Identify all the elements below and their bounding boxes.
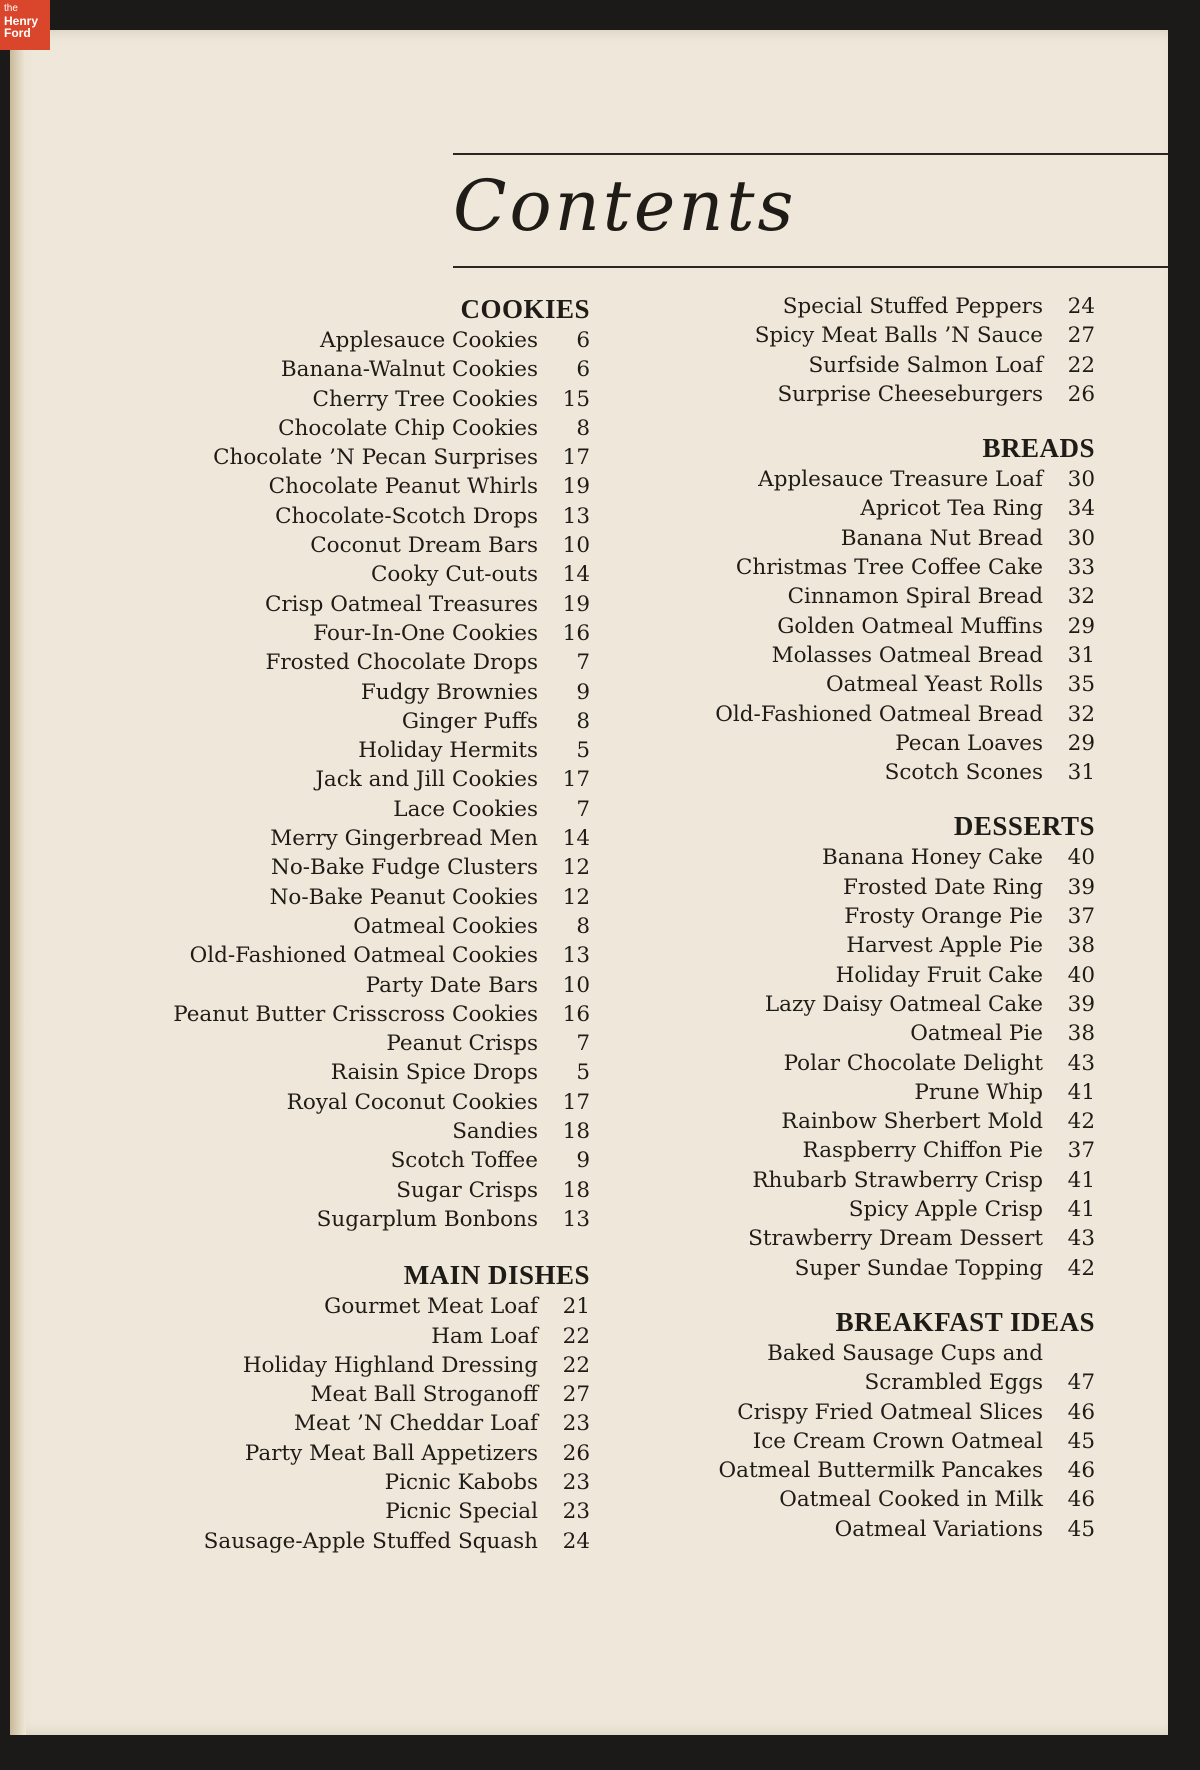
recipe-name: Chocolate-Scotch Drops	[275, 503, 538, 529]
logo-text-the: the	[4, 3, 18, 14]
page-number: 31	[1067, 642, 1095, 668]
recipe-name: Frosty Orange Pie	[844, 904, 1043, 930]
page-number: 45	[1067, 1516, 1095, 1542]
page-number: 29	[1067, 613, 1095, 639]
page-number: 31	[1067, 760, 1095, 786]
contents-entry	[130, 853, 590, 882]
contents-entry	[690, 465, 1095, 494]
contents-entry	[130, 648, 590, 677]
contents-entry	[690, 670, 1095, 699]
page-number: 14	[562, 826, 590, 852]
contents-entry	[130, 1292, 590, 1321]
contents-entry	[690, 961, 1095, 990]
contents-entry	[130, 1527, 590, 1556]
page-number: 19	[562, 474, 590, 500]
page-number: 34	[1067, 496, 1095, 522]
recipe-name: Spicy Apple Crisp	[848, 1197, 1043, 1223]
page-number: 5	[576, 738, 590, 764]
recipe-name: Ginger Puffs	[401, 708, 538, 734]
page-number: 12	[562, 884, 590, 910]
contents-entry	[690, 582, 1095, 611]
page-number: 13	[562, 943, 590, 969]
contents-entry	[690, 524, 1095, 553]
recipe-name: Chocolate Chip Cookies	[278, 415, 538, 441]
contents-entry	[690, 612, 1095, 641]
page-number: 6	[576, 328, 590, 353]
recipe-name: Holiday Fruit Cake	[835, 962, 1043, 988]
recipe-name: Golden Oatmeal Muffins	[777, 613, 1043, 639]
section-heading: BREADS	[982, 433, 1095, 464]
recipe-name: Meat ’N Cheddar Loaf	[294, 1411, 538, 1437]
recipe-name: Super Sundae Topping	[794, 1255, 1043, 1281]
page-number: 5	[576, 1060, 590, 1086]
recipe-name: Rhubarb Strawberry Crisp	[752, 1167, 1043, 1193]
section-spacer	[690, 1283, 1095, 1305]
contents-entry	[130, 414, 590, 443]
recipe-name: Rainbow Sherbert Mold	[781, 1109, 1043, 1135]
page-number: 39	[1067, 874, 1095, 900]
contents-entry	[130, 1468, 590, 1497]
recipe-name: Picnic Special	[385, 1499, 538, 1525]
page-number: 15	[562, 386, 590, 412]
page-number: 12	[562, 855, 590, 881]
page-number: 10	[562, 533, 590, 559]
page-title: Contents	[453, 165, 797, 247]
recipe-name: Peanut Crisps	[386, 1031, 538, 1057]
section-heading: MAIN DISHES	[403, 1260, 590, 1291]
contents-entry	[690, 758, 1095, 787]
recipe-name: Applesauce Treasure Loaf	[758, 467, 1043, 493]
page-number: 8	[576, 913, 590, 939]
recipe-name: Spicy Meat Balls ’N Sauce	[754, 323, 1043, 349]
contents-entry	[130, 1058, 590, 1087]
recipe-name: Four-In-One Cookies	[313, 620, 538, 646]
page-number: 45	[1067, 1428, 1095, 1454]
recipe-name: Jack and Jill Cookies	[315, 767, 538, 793]
page-number: 23	[562, 1499, 590, 1525]
contents-entry	[130, 326, 590, 355]
contents-entry	[690, 990, 1095, 1019]
recipe-name: Sandies	[452, 1119, 538, 1145]
page-number: 8	[576, 415, 590, 441]
contents-entry	[690, 494, 1095, 523]
page-spine-shadow	[10, 30, 26, 1735]
recipe-name: Peanut Butter Crisscross Cookies	[173, 1001, 538, 1027]
page-number: 7	[576, 796, 590, 822]
contents-entry	[690, 1195, 1095, 1224]
recipe-name: Scotch Scones	[884, 760, 1043, 786]
recipe-name: Polar Chocolate Delight	[783, 1050, 1043, 1076]
page-number: 24	[1067, 294, 1095, 319]
recipe-name: Christmas Tree Coffee Cake	[735, 555, 1043, 581]
page-number: 18	[562, 1177, 590, 1203]
recipe-name: Applesauce Cookies	[320, 328, 538, 353]
recipe-name: Holiday Hermits	[358, 738, 538, 764]
title-rule-bottom	[453, 266, 1168, 268]
logo-text-ford: Ford	[4, 26, 31, 40]
contents-entry	[130, 1380, 590, 1409]
recipe-name: Ham Loaf	[431, 1323, 538, 1349]
page-number: 17	[562, 1089, 590, 1115]
page-number: 10	[562, 972, 590, 998]
contents-entry	[130, 1205, 590, 1234]
recipe-name: Banana Nut Bread	[840, 525, 1043, 551]
contents-entry	[690, 1485, 1095, 1514]
page-number: 40	[1067, 845, 1095, 871]
page-number: 43	[1067, 1050, 1095, 1076]
page-number: 21	[562, 1294, 590, 1320]
recipe-name: Raisin Spice Drops	[330, 1060, 538, 1086]
recipe-name: Cooky Cut-outs	[370, 562, 538, 588]
contents-entry	[130, 502, 590, 531]
page-number: 27	[1067, 323, 1095, 349]
page-number: 30	[1067, 467, 1095, 493]
contents-entry	[130, 619, 590, 648]
recipe-name: No-Bake Peanut Cookies	[269, 884, 538, 910]
recipe-name: Scrambled Eggs	[864, 1370, 1043, 1396]
henry-ford-watermark-logo	[0, 0, 50, 50]
contents-entry	[130, 355, 590, 384]
page-number: 6	[576, 357, 590, 383]
page-number: 24	[562, 1528, 590, 1554]
page-number: 18	[562, 1119, 590, 1145]
page-number: 27	[562, 1382, 590, 1408]
contents-entry	[130, 795, 590, 824]
page-number: 16	[562, 1001, 590, 1027]
recipe-name: Molasses Oatmeal Bread	[771, 642, 1043, 668]
contents-entry	[690, 1427, 1095, 1456]
recipe-name: Crisp Oatmeal Treasures	[264, 591, 538, 617]
contents-entry	[130, 1176, 590, 1205]
page-number: 9	[576, 1148, 590, 1174]
title-rule-top	[453, 153, 1168, 155]
recipe-name: Merry Gingerbread Men	[270, 826, 538, 852]
page-number: 40	[1067, 962, 1095, 988]
page-number: 13	[562, 503, 590, 529]
page-number: 26	[1067, 381, 1095, 407]
page-number: 19	[562, 591, 590, 617]
contents-entry	[690, 1398, 1095, 1427]
contents-entry	[690, 351, 1095, 380]
contents-entry	[690, 380, 1095, 409]
contents-entry	[130, 385, 590, 414]
recipe-name: Royal Coconut Cookies	[286, 1089, 538, 1115]
page-number: 46	[1067, 1487, 1095, 1513]
recipe-name: Picnic Kabobs	[384, 1469, 538, 1495]
contents-entry	[130, 1497, 590, 1526]
recipe-name: Baked Sausage Cups and	[767, 1340, 1043, 1366]
contents-entry	[690, 1019, 1095, 1048]
contents-entry	[130, 443, 590, 472]
contents-entry	[130, 1029, 590, 1058]
recipe-name: Oatmeal Variations	[834, 1516, 1043, 1542]
contents-column-left	[130, 292, 590, 1556]
contents-entry	[130, 472, 590, 501]
page-number: 16	[562, 620, 590, 646]
contents-entry	[690, 700, 1095, 729]
recipe-name: Sugarplum Bonbons	[316, 1206, 538, 1232]
page-number: 26	[562, 1440, 590, 1466]
contents-entry	[130, 941, 590, 970]
contents-entry	[690, 931, 1095, 960]
recipe-name: Oatmeal Yeast Rolls	[825, 672, 1043, 698]
recipe-name: Ice Cream Crown Oatmeal	[752, 1428, 1043, 1454]
contents-entry	[130, 1088, 590, 1117]
recipe-name: Oatmeal Cooked in Milk	[779, 1487, 1043, 1513]
contents-entry	[690, 902, 1095, 931]
contents-entry	[130, 531, 590, 560]
page-number: 41	[1067, 1167, 1095, 1193]
contents-entry	[130, 1117, 590, 1146]
recipe-name: Surprise Cheeseburgers	[777, 381, 1043, 407]
contents-entry	[690, 873, 1095, 902]
recipe-name: Lace Cookies	[393, 796, 538, 822]
recipe-name: Apricot Tea Ring	[860, 496, 1043, 522]
page-number: 32	[1067, 701, 1095, 727]
recipe-name: Sugar Crisps	[396, 1177, 538, 1203]
contents-entry	[690, 843, 1095, 872]
contents-entry	[690, 1166, 1095, 1195]
page-number: 39	[1067, 991, 1095, 1017]
page-number: 32	[1067, 584, 1095, 610]
contents-entry	[130, 971, 590, 1000]
page-number: 7	[576, 1031, 590, 1057]
contents-entry	[690, 1078, 1095, 1107]
recipe-name: Banana-Walnut Cookies	[280, 357, 538, 383]
contents-entry	[690, 1456, 1095, 1485]
recipe-name: Old-Fashioned Oatmeal Cookies	[189, 943, 538, 969]
page-number: 14	[562, 562, 590, 588]
page-number: 13	[562, 1206, 590, 1232]
contents-entry	[130, 1000, 590, 1029]
recipe-name: Oatmeal Cookies	[353, 913, 538, 939]
page-number: 23	[562, 1411, 590, 1437]
recipe-name: Meat Ball Stroganoff	[310, 1382, 538, 1408]
contents-entry	[130, 590, 590, 619]
recipe-name: Frosted Chocolate Drops	[265, 650, 538, 676]
recipe-name: Frosted Date Ring	[842, 874, 1043, 900]
recipe-name: Lazy Daisy Oatmeal Cake	[764, 991, 1043, 1017]
section-heading: DESSERTS	[953, 811, 1095, 842]
page-number: 41	[1067, 1079, 1095, 1105]
recipe-name: Gourmet Meat Loaf	[324, 1294, 538, 1320]
contents-entry	[690, 1049, 1095, 1078]
recipe-name: Raspberry Chiffon Pie	[802, 1138, 1043, 1164]
contents-entry	[690, 321, 1095, 350]
page-number: 38	[1067, 1021, 1095, 1047]
contents-entry	[130, 678, 590, 707]
contents-entry	[690, 553, 1095, 582]
recipe-name: Crispy Fried Oatmeal Slices	[737, 1399, 1043, 1425]
page-number: 30	[1067, 525, 1095, 551]
contents-entry	[130, 560, 590, 589]
contents-entry	[690, 641, 1095, 670]
recipe-name: Party Date Bars	[365, 972, 538, 998]
contents-entry	[690, 1339, 1095, 1368]
page-number: 29	[1067, 730, 1095, 756]
page-number: 38	[1067, 933, 1095, 959]
page-number: 7	[576, 650, 590, 676]
recipe-name: Holiday Highland Dressing	[242, 1352, 538, 1378]
section-heading: COOKIES	[460, 294, 590, 324]
contents-entry	[690, 1515, 1095, 1544]
recipe-name: Special Stuffed Peppers	[782, 294, 1043, 319]
page-number: 37	[1067, 904, 1095, 930]
recipe-name: Oatmeal Buttermilk Pancakes	[718, 1458, 1043, 1484]
contents-entry	[130, 765, 590, 794]
contents-entry	[130, 736, 590, 765]
section-spacer	[130, 1234, 590, 1258]
contents-entry	[130, 1409, 590, 1438]
contents-entry	[690, 1254, 1095, 1283]
contents-entry	[690, 1136, 1095, 1165]
page-number: 33	[1067, 555, 1095, 581]
contents-entry	[690, 1107, 1095, 1136]
page-number: 22	[562, 1352, 590, 1378]
page-number: 42	[1067, 1109, 1095, 1135]
page-number: 35	[1067, 672, 1095, 698]
contents-entry	[130, 1146, 590, 1175]
contents-entry	[690, 1368, 1095, 1397]
recipe-name: Old-Fashioned Oatmeal Bread	[715, 701, 1043, 727]
contents-entry	[130, 1322, 590, 1351]
recipe-name: Coconut Dream Bars	[310, 533, 538, 559]
contents-entry	[130, 1439, 590, 1468]
page-number: 17	[562, 767, 590, 793]
section-spacer	[690, 409, 1095, 431]
recipe-name: Chocolate ’N Pecan Surprises	[213, 445, 538, 471]
page-number: 22	[1067, 352, 1095, 378]
page-number: 17	[562, 445, 590, 471]
page-number: 46	[1067, 1399, 1095, 1425]
contents-column-right	[690, 292, 1095, 1544]
recipe-name: Banana Honey Cake	[821, 845, 1043, 871]
section-heading: BREAKFAST IDEAS	[835, 1306, 1095, 1337]
recipe-name: Oatmeal Pie	[910, 1021, 1043, 1047]
contents-entry	[130, 824, 590, 853]
page-number: 43	[1067, 1226, 1095, 1252]
recipe-name: Chocolate Peanut Whirls	[268, 474, 538, 500]
recipe-name: Prune Whip	[914, 1079, 1043, 1105]
recipe-name: Cinnamon Spiral Bread	[787, 584, 1043, 610]
contents-entry	[690, 292, 1095, 321]
recipe-name: Party Meat Ball Appetizers	[244, 1440, 538, 1466]
contents-entry	[130, 912, 590, 941]
contents-entry	[130, 707, 590, 736]
page-number: 22	[562, 1323, 590, 1349]
page-number: 8	[576, 708, 590, 734]
page-number: 37	[1067, 1138, 1095, 1164]
recipe-name: Harvest Apple Pie	[846, 933, 1043, 959]
recipe-name: Sausage-Apple Stuffed Squash	[203, 1528, 538, 1554]
contents-entry	[130, 883, 590, 912]
recipe-name: Scotch Toffee	[390, 1148, 538, 1174]
recipe-name: Fudgy Brownies	[360, 679, 538, 705]
recipe-name: Strawberry Dream Dessert	[748, 1226, 1043, 1252]
book-page	[10, 30, 1168, 1735]
page-number: 42	[1067, 1255, 1095, 1281]
recipe-name: Cherry Tree Cookies	[312, 386, 538, 412]
page-number: 41	[1067, 1197, 1095, 1223]
page-number: 46	[1067, 1458, 1095, 1484]
page-number: 9	[576, 679, 590, 705]
recipe-name: No-Bake Fudge Clusters	[271, 855, 538, 881]
page-number: 47	[1067, 1370, 1095, 1396]
section-spacer	[690, 787, 1095, 809]
page-number: 23	[562, 1469, 590, 1495]
contents-entry	[690, 1224, 1095, 1253]
logo-text-henry: Henry	[4, 14, 39, 28]
recipe-name: Pecan Loaves	[895, 730, 1043, 756]
contents-entry	[690, 729, 1095, 758]
recipe-name: Surfside Salmon Loaf	[808, 352, 1043, 378]
contents-entry	[130, 1351, 590, 1380]
